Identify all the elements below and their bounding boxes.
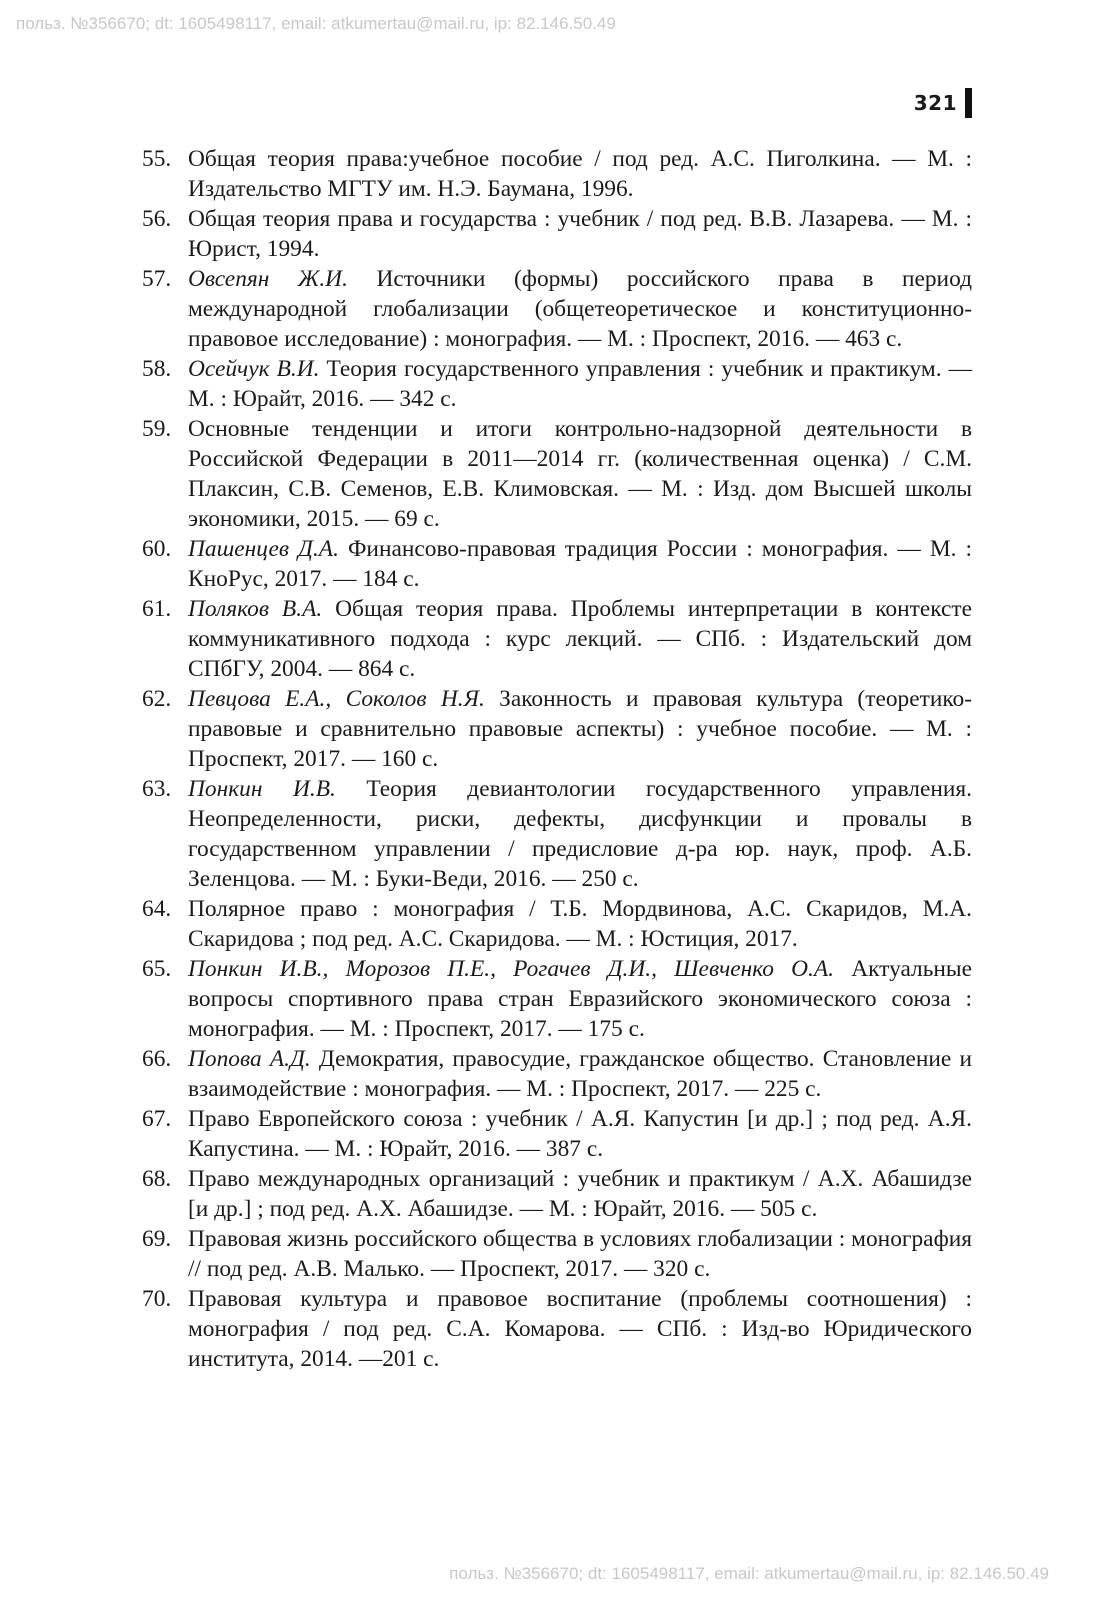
- bibliography-entry: [142, 774, 972, 894]
- entry-text: Общая теория права:учебное пособие / под ред. А.С. Пиголкина. — М. : Издательство МГТУ им. Н.Э. Баумана, 1996.: [188, 146, 972, 202]
- entry-body: [188, 1164, 972, 1224]
- entry-body: [188, 1224, 972, 1284]
- entry-author: Поляков В.А.: [188, 596, 323, 622]
- entry-text: Теория государственного управления : учебник и практикум. — М. : Юрайт, 2016. — 342 с.: [188, 356, 972, 412]
- entry-text: Право Европейского союза : учебник / А.Я. Капустин [и др.] ; под ред. А.Я. Капустина. — М. : Юрайт, 2016. — 387 с.: [188, 1106, 972, 1162]
- entry-author: Осейчук В.И.: [188, 356, 320, 382]
- entry-author: Понкин И.В., Морозов П.Е., Рогачев Д.И., Шевченко О.А.: [188, 956, 835, 982]
- entry-body: [188, 1284, 972, 1374]
- watermark-top: польз. №356670; dt: 1605498117, email: atkumertau@mail.ru, ip: 82.146.50.49: [16, 14, 616, 33]
- entry-number: 60.: [142, 536, 172, 562]
- entry-text: Правовая жизнь российского общества в условиях глобализации : монография // под ред. А.В. Малько. — Проспект, 2017. — 320 с.: [188, 1226, 972, 1282]
- entry-text: Основные тенденции и итоги контрольно-надзорной деятельности в Российской Федерации в 2011—2014 гг. (количественная оценка) / С.М. Плаксин, С.В. Семенов, Е.В. Климовская. — М. : Изд. дом Высшей школы экономики, 2015. — 69 с.: [188, 416, 972, 532]
- entry-number: 63.: [142, 776, 172, 802]
- entry-body: [188, 354, 972, 414]
- bibliography-entry: [142, 594, 972, 684]
- entry-number: 61.: [142, 596, 172, 622]
- entry-author: Певцова Е.А., Соколов Н.Я.: [188, 686, 485, 712]
- entry-body: [188, 774, 972, 894]
- entry-number: 55.: [142, 146, 172, 172]
- entry-body: [188, 1044, 972, 1104]
- entry-number: 69.: [142, 1226, 172, 1252]
- bibliography-entry: [142, 954, 972, 1044]
- entry-author: Попова А.Д.: [188, 1046, 311, 1072]
- entry-body: [188, 264, 972, 354]
- entry-number: 68.: [142, 1166, 172, 1192]
- entry-body: [188, 594, 972, 684]
- bibliography-entry: [142, 144, 972, 204]
- bibliography-entry: [142, 534, 972, 594]
- bibliography-entry: [142, 1044, 972, 1104]
- entry-text: Общая теория права и государства : учебник / под ред. В.В. Лазарева. — М. : Юрист, 1994.: [188, 206, 972, 262]
- entry-text: Общая теория права. Проблемы интерпретации в контексте коммуникативного подхода : курс лекций. — СПб. : Издательский дом СПбГУ, 2004. — 864 с.: [188, 596, 972, 682]
- bibliography-entry: [142, 1164, 972, 1224]
- page-number: 321: [913, 91, 957, 115]
- page-marker-bar: [965, 88, 972, 118]
- bibliography-entry: [142, 1224, 972, 1284]
- entry-number: 56.: [142, 206, 172, 232]
- entry-text: Правовая культура и правовое воспитание (проблемы соотношения) : монография / под ред. С.А. Комарова. — СПб. : Изд-во Юридического института, 2014. —201 с.: [188, 1286, 972, 1372]
- entry-number: 65.: [142, 956, 172, 982]
- entry-text: Финансово-правовая традиция России : монография. — М. : КноРус, 2017. — 184 с.: [188, 536, 972, 592]
- entry-number: 62.: [142, 686, 172, 712]
- entry-text: Законность и правовая культура (теоретико-правовые и сравнительно правовые аспекты) : учебное пособие. — М. : Проспект, 2017. — 160 с.: [188, 686, 973, 772]
- entry-text: Актуальные вопросы спортивного права стран Евразийского экономического союза : монография. — М. : Проспект, 2017. — 175 с.: [188, 956, 973, 1042]
- entry-body: [188, 534, 972, 594]
- entry-number: 64.: [142, 896, 172, 922]
- entry-body: [188, 414, 972, 534]
- entry-author: Понкин И.В.: [188, 776, 336, 802]
- bibliography-entry: [142, 204, 972, 264]
- bibliography-entry: [142, 684, 972, 774]
- entry-author: Пашенцев Д.А.: [188, 536, 339, 562]
- entry-author: Овсепян Ж.И.: [188, 266, 348, 292]
- entry-body: [188, 894, 972, 954]
- entry-body: [188, 954, 972, 1044]
- entry-number: 59.: [142, 416, 172, 442]
- page-header: [914, 88, 972, 118]
- bibliography-entry: [142, 1284, 972, 1374]
- bibliography-list: [142, 144, 972, 1374]
- entry-text: Теория девиантологии государственного управления. Неопределенности, риски, дефекты, дисфункции и провалы в государственном управлении / предисловие д-ра юр. наук, проф. А.Б. Зеленцова. — М. : Буки-Веди, 2016. — 250 с.: [188, 776, 972, 892]
- entry-text: Полярное право : монография / Т.Б. Мордвинова, А.С. Скаридов, М.А. Скаридова ; под ред. А.С. Скаридова. — М. : Юстиция, 2017.: [188, 896, 972, 952]
- entry-body: [188, 204, 972, 264]
- entry-text: Демократия, правосудие, гражданское общество. Становление и взаимодействие : монография. — М. : Проспект, 2017. — 225 с.: [188, 1046, 972, 1102]
- bibliography-entry: [142, 264, 972, 354]
- entry-text: Источники (формы) российского права в период международной глобализации (общетеоретическое и конституционно-правовое исследование) : монография. — М. : Проспект, 2016. — 463 с.: [188, 266, 972, 352]
- bibliography-entry: [142, 1104, 972, 1164]
- entry-body: [188, 684, 972, 774]
- entry-text: Право международных организаций : учебник и практикум / А.Х. Абашидзе [и др.] ; под ред. А.Х. Абашидзе. — М. : Юрайт, 2016. — 505 с.: [188, 1166, 972, 1222]
- entry-number: 58.: [142, 356, 172, 382]
- watermark-bottom: польз. №356670; dt: 1605498117, email: atkumertau@mail.ru, ip: 82.146.50.49: [449, 1564, 1049, 1583]
- entry-number: 70.: [142, 1286, 172, 1312]
- entry-body: [188, 1104, 972, 1164]
- bibliography-entry: [142, 894, 972, 954]
- entry-body: [188, 144, 972, 204]
- entry-number: 67.: [142, 1106, 172, 1132]
- entry-number: 57.: [142, 266, 172, 292]
- bibliography-entry: [142, 414, 972, 534]
- entry-number: 66.: [142, 1046, 172, 1072]
- bibliography-entry: [142, 354, 972, 414]
